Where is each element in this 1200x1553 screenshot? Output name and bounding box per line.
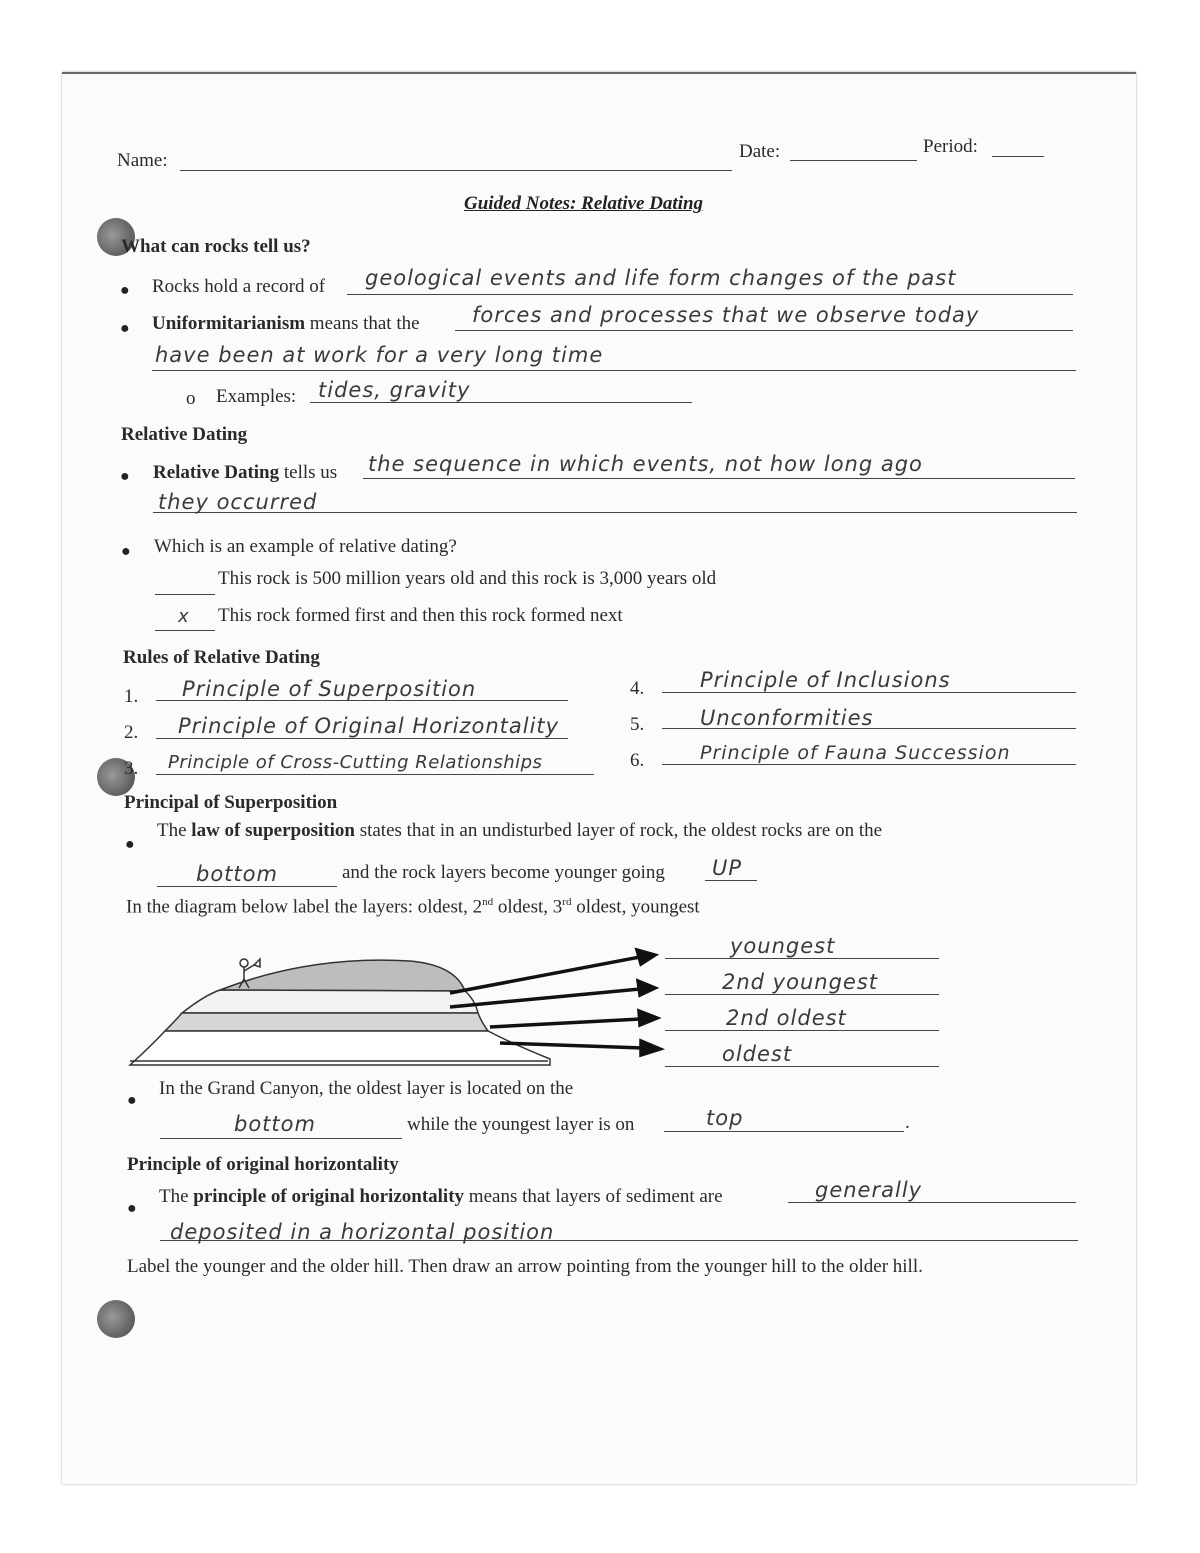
examples-field[interactable] bbox=[310, 402, 692, 403]
option-2-text: This rock formed first and then this rock formed next bbox=[218, 605, 623, 626]
section-heading-rocks: What can rocks tell us? bbox=[121, 236, 311, 257]
option-1-text: This rock is 500 million years old and this rock is 3,000 years old bbox=[218, 568, 717, 589]
arrowhead-oldest bbox=[641, 1041, 660, 1055]
arrowhead-youngest bbox=[637, 950, 655, 964]
layer-label-youngest: youngest bbox=[730, 934, 836, 958]
instruction-part-b: oldest, 3 bbox=[493, 896, 563, 918]
superposition-definition: states that in an undisturbed layer of rock, the oldest rocks are on the bbox=[359, 820, 883, 841]
layer-label-field-3[interactable] bbox=[665, 1030, 939, 1031]
rule-number: 4. bbox=[630, 678, 645, 699]
option-2-mark: x bbox=[178, 606, 190, 627]
relative-dating-lead: tells us bbox=[283, 462, 338, 483]
superposition-bottom-field[interactable] bbox=[157, 886, 337, 887]
superposition-statement bbox=[157, 820, 882, 842]
hill-layer-3 bbox=[165, 1013, 488, 1031]
bullet: ● bbox=[125, 836, 135, 853]
horizontality-answer-1: generally bbox=[815, 1178, 923, 1202]
rule-number: 5. bbox=[630, 714, 645, 735]
superposition-younger-text: and the rock layers become younger going bbox=[342, 862, 665, 883]
horizontality-term: principle of original horizontality bbox=[193, 1186, 465, 1207]
horizontality-the: The bbox=[159, 1186, 189, 1207]
arrow-youngest bbox=[450, 957, 640, 993]
period-label: Period: bbox=[923, 136, 978, 157]
bullet: ● bbox=[127, 1200, 137, 1217]
rule-1-answer: Principle of Superposition bbox=[182, 677, 477, 701]
grand-canyon-top-answer: top bbox=[706, 1106, 744, 1130]
superposition-bottom-answer: bottom bbox=[196, 862, 278, 886]
superposition-up-answer: UP bbox=[712, 856, 743, 880]
date-label: Date: bbox=[739, 141, 781, 162]
rule-3-field[interactable] bbox=[156, 774, 594, 775]
bullet: ● bbox=[120, 320, 130, 337]
examples-answer: tides, gravity bbox=[318, 378, 471, 402]
section-heading-horizontality: Principle of original horizontality bbox=[127, 1154, 399, 1175]
horizontality-answer-2: deposited in a horizontal position bbox=[170, 1220, 555, 1244]
relative-dating-text bbox=[153, 462, 337, 484]
rule-3-answer: Principle of Cross-Cutting Relationships bbox=[168, 752, 543, 773]
section-heading-relative-dating: Relative Dating bbox=[121, 424, 248, 445]
layer-label-oldest: oldest bbox=[722, 1042, 793, 1066]
arrowhead-2nd-youngest bbox=[638, 981, 655, 995]
rocks-record-field[interactable] bbox=[347, 294, 1073, 295]
examples-label: Examples: bbox=[216, 386, 297, 407]
option-1-checkbox[interactable] bbox=[155, 594, 215, 595]
horizontality-field-1[interactable] bbox=[788, 1202, 1076, 1203]
uniformitarianism-field-2[interactable] bbox=[152, 370, 1076, 371]
superposition-term: law of superposition bbox=[191, 820, 355, 841]
rocks-record-answer: geological events and life form changes of the past bbox=[365, 266, 957, 290]
name-field[interactable] bbox=[180, 170, 732, 171]
rule-number: 6. bbox=[630, 750, 645, 771]
arrow-2nd-youngest bbox=[450, 989, 640, 1007]
layer-label-field-4[interactable] bbox=[665, 1066, 939, 1067]
hill-top-layer bbox=[220, 960, 465, 991]
rocks-record-text: Rocks hold a record of bbox=[152, 276, 326, 297]
superscript-nd: nd bbox=[482, 896, 494, 908]
relative-dating-field-1[interactable] bbox=[363, 478, 1075, 479]
rule-6-field[interactable] bbox=[662, 764, 1076, 765]
section-heading-superposition: Principal of Superposition bbox=[124, 792, 338, 813]
section-heading-rules: Rules of Relative Dating bbox=[123, 647, 320, 668]
grand-canyon-bottom-answer: bottom bbox=[234, 1112, 316, 1136]
horizontality-definition: means that layers of sediment are bbox=[468, 1186, 723, 1207]
grand-canyon-period: . bbox=[905, 1112, 910, 1133]
layer-label-field-1[interactable] bbox=[665, 958, 939, 959]
instruction-part-c: oldest, youngest bbox=[571, 896, 700, 918]
rule-number: 3. bbox=[124, 758, 139, 779]
rule-5-answer: Unconformities bbox=[700, 706, 874, 730]
diagram-instruction bbox=[126, 896, 700, 918]
punch-hole-bottom bbox=[97, 1300, 135, 1338]
rule-4-field[interactable] bbox=[662, 692, 1076, 693]
uniformitarianism-answer-2: have been at work for a very long time bbox=[155, 343, 604, 367]
grand-canyon-text: In the Grand Canyon, the oldest layer is located on the bbox=[159, 1078, 574, 1099]
examples-marker: o bbox=[186, 388, 196, 409]
date-field[interactable] bbox=[790, 160, 917, 161]
rule-6-answer: Principle of Fauna Succession bbox=[700, 742, 1011, 764]
hill-bottom-layer bbox=[130, 1031, 550, 1065]
layer-label-2nd-youngest: 2nd youngest bbox=[722, 970, 878, 994]
layer-label-2nd-oldest: 2nd oldest bbox=[726, 1006, 847, 1030]
superscript-rd: rd bbox=[562, 896, 572, 908]
relative-dating-term: Relative Dating bbox=[153, 462, 280, 483]
grand-canyon-bottom-field[interactable] bbox=[160, 1138, 402, 1139]
bullet: ● bbox=[121, 543, 131, 560]
hill-layer-2 bbox=[182, 990, 478, 1013]
rock-layers-diagram bbox=[120, 935, 680, 1085]
layer-label-field-2[interactable] bbox=[665, 994, 939, 995]
uniformitarianism-answer-1: forces and processes that we observe today bbox=[472, 303, 980, 327]
bullet: ● bbox=[120, 282, 130, 299]
uniformitarianism-definition-lead: means that the bbox=[309, 313, 420, 334]
arrow-2nd-oldest bbox=[490, 1019, 640, 1027]
rule-2-answer: Principle of Original Horizontality bbox=[178, 714, 560, 738]
bullet: ● bbox=[120, 468, 130, 485]
superposition-up-field[interactable] bbox=[705, 880, 757, 881]
rule-2-field[interactable] bbox=[156, 738, 568, 739]
relative-dating-question: Which is an example of relative dating? bbox=[154, 536, 457, 557]
rule-4-answer: Principle of Inclusions bbox=[700, 668, 951, 692]
relative-dating-answer-1: the sequence in which events, not how long ago bbox=[368, 452, 923, 476]
name-label: Name: bbox=[117, 150, 168, 171]
uniformitarianism-term: Uniformitarianism bbox=[152, 313, 306, 334]
horizontality-statement bbox=[159, 1186, 723, 1208]
hill-instruction: Label the younger and the older hill. Then draw an arrow pointing from the younger hill to the older hill. bbox=[127, 1256, 923, 1277]
rule-number: 2. bbox=[124, 722, 139, 743]
bullet: ● bbox=[127, 1092, 137, 1109]
uniformitarianism-field-1[interactable] bbox=[455, 330, 1073, 331]
grand-canyon-top-field[interactable] bbox=[664, 1131, 904, 1132]
grand-canyon-youngest-text: while the youngest layer is on bbox=[407, 1114, 635, 1135]
uniformitarianism-text bbox=[152, 313, 420, 335]
rule-number: 1. bbox=[124, 686, 139, 707]
relative-dating-answer-2: they occurred bbox=[158, 490, 318, 514]
superposition-the: The bbox=[157, 820, 187, 841]
option-2-checkbox[interactable] bbox=[155, 630, 215, 631]
arrowhead-2nd-oldest bbox=[639, 1011, 657, 1025]
instruction-part-a: In the diagram below label the layers: oldest, 2 bbox=[126, 896, 483, 918]
page-title: Guided Notes: Relative Dating bbox=[464, 193, 704, 214]
period-field[interactable] bbox=[992, 156, 1044, 157]
